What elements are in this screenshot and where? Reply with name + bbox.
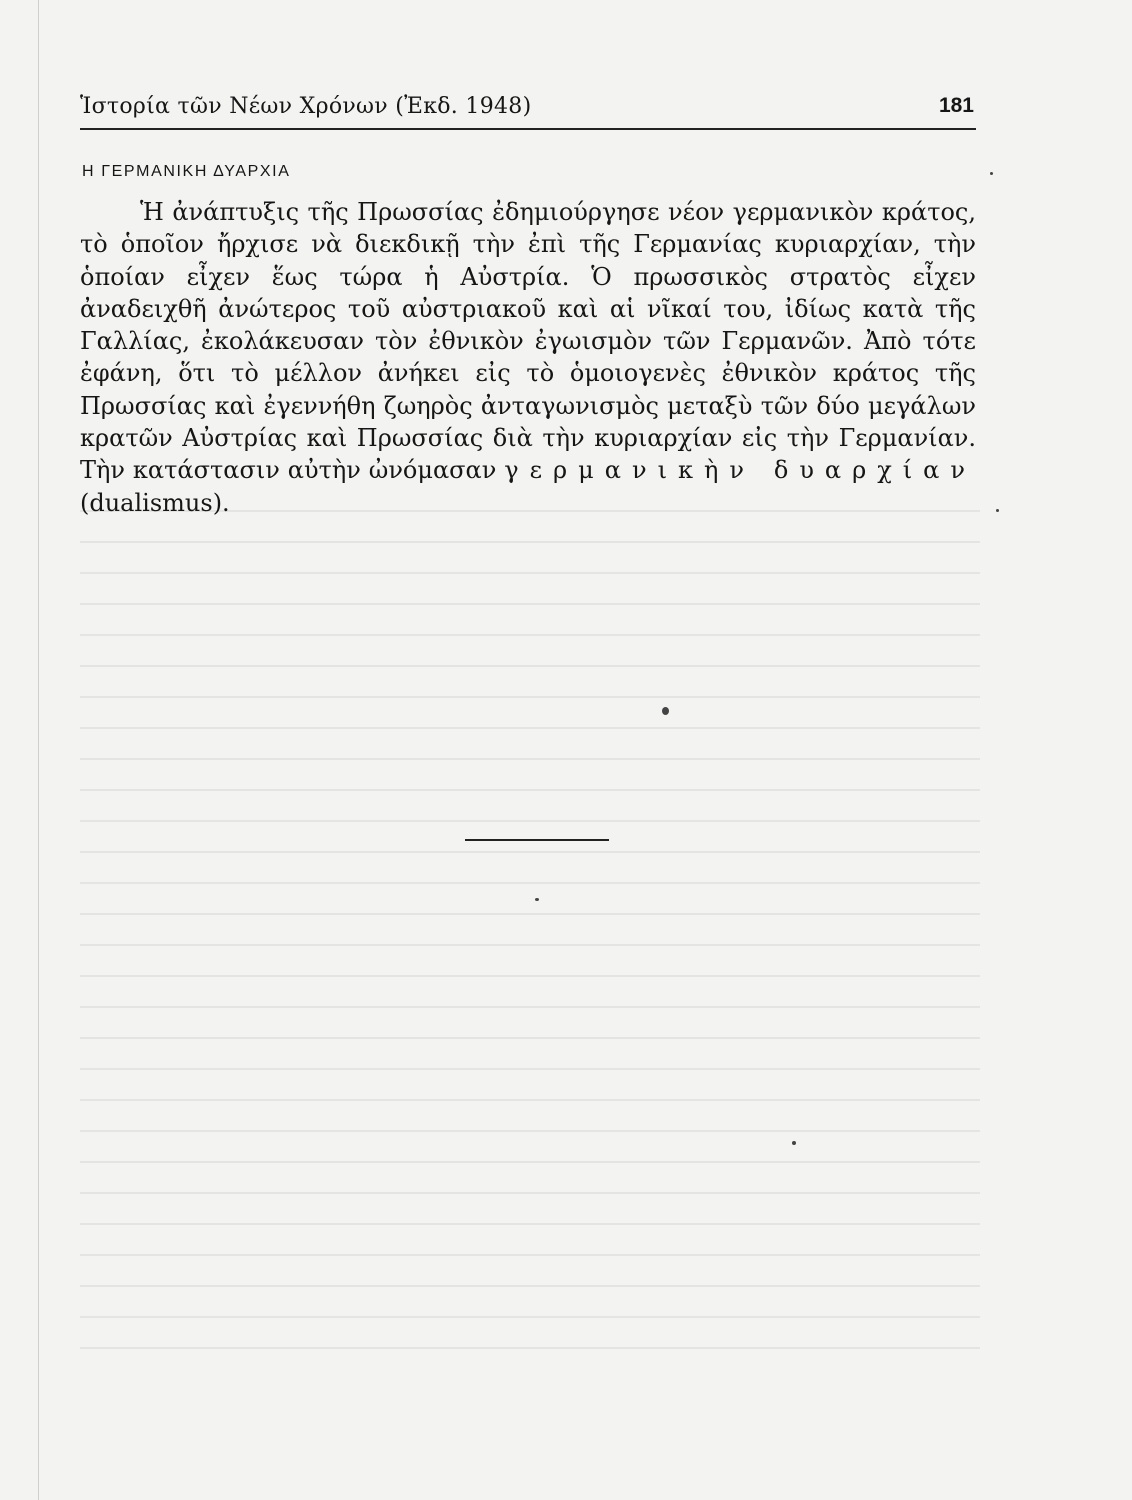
print-speck: [792, 1141, 796, 1145]
print-speck: [535, 898, 539, 901]
running-title: Ἱστορία τῶν Νέων Χρόνων (Ἐκδ. 1948): [80, 94, 532, 119]
body-paragraph: [80, 196, 976, 519]
page-edge: [38, 0, 39, 1500]
section-heading: Η ΓΕΡΜΑΝΙΚΗ ΔΥΑΡΧΙΑ: [82, 163, 291, 180]
latin-term: (dualismus).: [80, 488, 230, 517]
bleed-through-text: [80, 510, 980, 1370]
emphasized-term: γερμανικὴν δυαρχίαν: [504, 456, 976, 485]
paragraph-main-text: Ἡ ἀνάπτυξις τῆς Πρωσσίας ἐδημιούργησε νέον γερμανικὸν κράτος, τὸ ὁποῖον ἤρχισε νὰ διεκδικῇ τὴν ἐπὶ τῆς Γερμανίας κυριαρχίαν, τὴν ὁποίαν εἶχεν ἕως τώρα ἡ Αὐστρία. Ὁ πρωσσικὸς στρατὸς εἶχεν ἀναδειχθῆ ἀνώτερος τοῦ αὐστριακοῦ καὶ αἱ νῖκαί του, ἰδίως κατὰ τῆς Γαλλίας, ἐκολάκευσαν τὸν ἐθνικὸν ἐγωισμὸν τῶν Γερμανῶν. Ἀπὸ τότε ἐφάνη, ὅτι τὸ μέλλον ἀνήκει εἰς τὸ ὁμοιογενὲς ἐθνικὸν κράτος τῆς Πρωσσίας καὶ ἐγεννήθη ζωηρὸς ἀνταγωνισμὸς μεταξὺ τῶν δύο μεγάλων κρατῶν Αὐστρίας καὶ Πρωσσίας διὰ τὴν κυριαρχίαν εἰς τὴν Γερμανίαν. Τὴν κατάστασιν αὐτὴν ὠνόμασαν: [80, 198, 976, 485]
closing-rule: [465, 839, 609, 841]
print-speck: [990, 172, 993, 175]
print-speck: [996, 509, 999, 512]
print-speck: [662, 707, 669, 715]
page-number: 181: [938, 94, 974, 117]
page-header: [80, 92, 976, 130]
